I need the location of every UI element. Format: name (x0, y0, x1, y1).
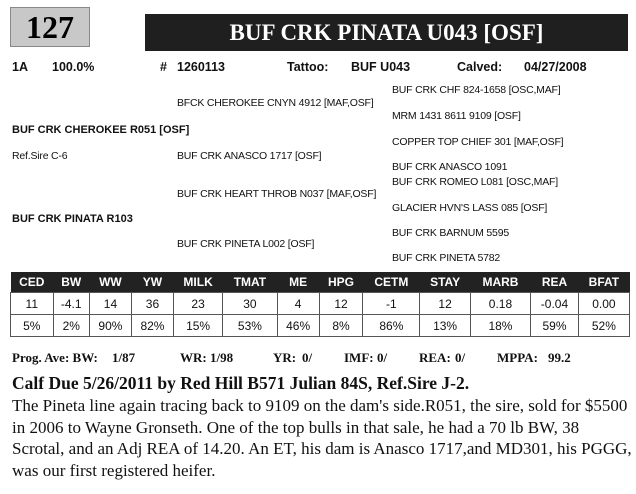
pedigree-sire-dam-dam: BUF CRK ANASCO 1091 (392, 161, 508, 173)
epd-value: 11 (11, 293, 54, 315)
epd-value: 30 (223, 293, 277, 315)
epd-percentile: 8% (319, 315, 363, 337)
pedigree-dam-sire: BUF CRK HEART THROB N037 [MAF,OSF] (177, 188, 377, 200)
prog-mppa-label: MPPA: (497, 350, 538, 365)
epd-percentile: 18% (470, 315, 530, 337)
prog-mppa-value: 99.2 (548, 350, 571, 365)
lot-description: The Pineta line again tracing back to 9109 on the dam's side.R051, the sire, sold for $5500 in 2006 to Wayne Gronseth. One of the top bulls in that sale, he had a 70 lb BW, 38 Scrotal, and an Adj REA of 14.20. An ET, his dam is Anasco 1717,and MD301, his PGGG, was our first registered heifer. (12, 396, 632, 480)
pedigree-sire: BUF CRK CHEROKEE R051 [OSF] (12, 124, 190, 136)
pedigree-dam: BUF CRK PINATA R103 (12, 213, 133, 225)
epd-value: 14 (89, 293, 131, 315)
pedigree-dam-dam-sire: BUF CRK BARNUM 5595 (392, 227, 509, 239)
pedigree-sire-sire: BFCK CHEROKEE CNYN 4912 [MAF,OSF] (177, 97, 374, 109)
calf-due-line: Calf Due 5/26/2011 by Red Hill B571 Julian 84S, Ref.Sire J-2. (12, 373, 470, 393)
prog-yr-label: YR: (273, 350, 297, 365)
epd-value: 0.00 (578, 293, 629, 315)
epd-value: -1 (363, 293, 420, 315)
epd-header-row (11, 272, 630, 293)
epd-percentile: 52% (578, 315, 629, 337)
epd-header: MARB (470, 272, 530, 293)
prog-rea-value: 0/ (455, 350, 466, 365)
registration-number: 1260113 (177, 60, 225, 74)
epd-value: -0.04 (531, 293, 579, 315)
epd-header: CETM (363, 272, 420, 293)
epd-header: ME (277, 272, 319, 293)
epd-header: REA (531, 272, 579, 293)
epd-header: HPG (319, 272, 363, 293)
tattoo-label: Tattoo: (287, 60, 329, 74)
epd-value: 4 (277, 293, 319, 315)
epd-percentile: 46% (277, 315, 319, 337)
epd-percentile-row (11, 315, 630, 337)
pedigree-sire-dam-sire: COPPER TOP CHIEF 301 [MAF,OSF] (392, 136, 564, 148)
lot-number: 127 (10, 7, 90, 47)
epd-percentile: 86% (363, 315, 420, 337)
epd-table (10, 272, 630, 337)
pedigree-dam-dam-dam: BUF CRK PINETA 5782 (392, 252, 501, 264)
epd-header: TMAT (223, 272, 277, 293)
pedigree-dam-dam: BUF CRK PINETA L002 [OSF] (177, 238, 315, 250)
calved-date: 04/27/2008 (524, 60, 587, 74)
epd-header: MILK (173, 272, 222, 293)
epd-header: BFAT (578, 272, 629, 293)
tattoo-value: BUF U043 (351, 60, 411, 74)
epd-value: -4.1 (53, 293, 89, 315)
prog-imf-label: IMF: (344, 350, 374, 365)
prog-yr-value: 0/ (302, 350, 313, 365)
prog-imf-value: 0/ (377, 350, 388, 365)
calved-label: Calved: (457, 60, 503, 74)
prog-bw-value: 1/87 (112, 350, 136, 365)
percent: 100.0% (52, 60, 95, 74)
epd-percentile: 59% (531, 315, 579, 337)
prog-bw-label: Prog. Ave: BW: (12, 350, 98, 365)
epd-percentile: 2% (53, 315, 89, 337)
epd-value: 12 (319, 293, 363, 315)
prog-wr-label: WR: (180, 350, 207, 365)
reg-label: # (160, 60, 167, 74)
pedigree-sire-ref: Ref.Sire C-6 (12, 150, 68, 162)
animal-name-title: BUF CRK PINATA U043 [OSF] (145, 14, 628, 51)
epd-header: CED (11, 272, 54, 293)
epd-header: BW (53, 272, 89, 293)
pedigree-dam-sire-sire: BUF CRK ROMEO L081 [OSC,MAF] (392, 176, 558, 188)
epd-values-row (11, 293, 630, 315)
epd-header: STAY (420, 272, 470, 293)
epd-value: 0.18 (470, 293, 530, 315)
pedigree-sire-sire-sire: BUF CRK CHF 824-1658 [OSC,MAF] (392, 84, 561, 96)
epd-header: WW (89, 272, 131, 293)
epd-header: YW (131, 272, 173, 293)
epd-value: 12 (420, 293, 470, 315)
epd-percentile: 82% (131, 315, 173, 337)
epd-percentile: 15% (173, 315, 222, 337)
pedigree-dam-sire-dam: GLACIER HVN'S LASS 085 [OSF] (392, 202, 548, 214)
epd-value: 23 (173, 293, 222, 315)
prog-wr-value: 1/98 (210, 350, 234, 365)
pedigree-sire-sire-dam: MRM 1431 8611 9109 [OSF] (392, 110, 521, 122)
designation: 1A (12, 60, 28, 74)
epd-percentile: 13% (420, 315, 470, 337)
pedigree-sire-dam: BUF CRK ANASCO 1717 [OSF] (177, 150, 322, 162)
prog-rea-label: REA: (419, 350, 451, 365)
epd-percentile: 53% (223, 315, 277, 337)
epd-percentile: 5% (11, 315, 54, 337)
epd-value: 36 (131, 293, 173, 315)
epd-percentile: 90% (89, 315, 131, 337)
